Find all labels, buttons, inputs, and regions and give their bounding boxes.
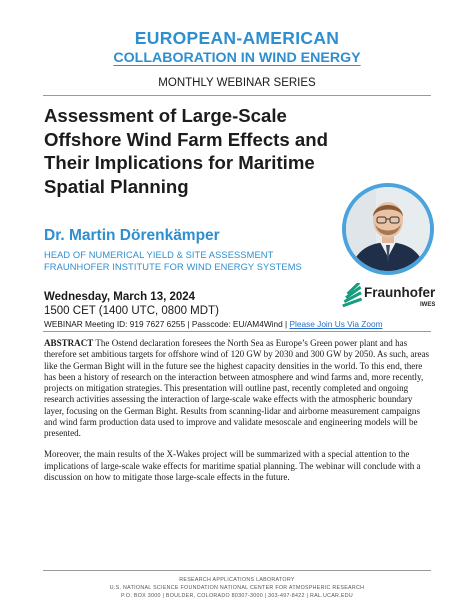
footer-lab: RESEARCH APPLICATIONS LABORATORY — [179, 577, 295, 583]
title-line: Offshore Wind Farm Effects and — [44, 128, 328, 150]
meeting-info — [44, 319, 383, 330]
footer-divider — [43, 570, 431, 571]
abstract-text: The Ostend declaration foresees the North Sea as Europe’s Green power plant and has therefore set ambitious targets for offshore wind of 120 GW by 2030 and 300 GW by 2050. As such, areas like the German Bight will in the future see the highest capacity densities in the world. To this end, there has been a history of research on the interaction between atmosphere and wind farms and, more recently, projects on mitigation strategies. This presentation will outline past, recently completed and ongoing research activities assessing the interaction of large-scale wake effects with the atmospheric boundary layer, focusing on the German Bight. Results from scanning-lidar and airborne measurement campaigns and wind farm production data used to improve and validate mesoscale and engineering models will be presented. — [44, 338, 430, 438]
monthly-series-label: MONTHLY WEBINAR SERIES — [158, 77, 316, 89]
zoom-link[interactable]: Please Join Us Via Zoom — [289, 319, 383, 329]
fraunhofer-mark-icon — [342, 283, 362, 307]
speaker-role: HEAD OF NUMERICAL YIELD & SITE ASSESSMENT — [44, 250, 274, 260]
title-line: Their Implications for Maritime — [44, 152, 315, 173]
abstract-paragraph — [44, 338, 432, 439]
fraunhofer-logo — [340, 283, 440, 313]
logo-name: Fraunhofer — [364, 285, 436, 300]
series-title-line2: COLLABORATION IN WIND ENERGY — [113, 50, 361, 66]
webinar-title — [44, 104, 424, 198]
footer-org: U.S. NATIONAL SCIENCE FOUNDATION NATIONAL CENTER FOR ATMOSPHERIC RESEARCH — [109, 585, 365, 591]
footer-contact: P.O. BOX 3000 | BOULDER, COLORADO 80307-3000 | 303-497-8422 | RAL.UCAR.EDU — [120, 593, 354, 599]
title-line: Spatial Planning — [44, 175, 189, 197]
meeting-id-passcode: WEBINAR Meeting ID: 919 7627 6255 | Passcode: EU/AM4Wind | — [44, 319, 290, 329]
event-date: Wednesday, March 13, 2024 — [44, 291, 196, 303]
abstract-label: ABSTRACT — [44, 338, 94, 348]
header-divider — [43, 95, 431, 96]
abstract-paragraph-2: Moreover, the main results of the X-Wakes project will be summarized with a special attention to the implications of large-scale wake effects for maritime spatial planning. The webinar will conclude with a discussion on how to mitigate those large-scale effects in the future. — [44, 449, 421, 482]
logo-sub: IWES — [420, 302, 436, 308]
title-line: Assessment of Large-Scale — [44, 105, 287, 126]
speaker-name: Dr. Martin Dörenkämper — [44, 227, 220, 244]
speaker-photo — [346, 187, 430, 271]
section-divider — [43, 331, 431, 332]
event-time: 1500 CET (1400 UTC, 0800 MDT) — [44, 305, 219, 317]
series-title-line1: EUROPEAN-AMERICAN — [134, 28, 340, 48]
abstract — [44, 338, 432, 483]
speaker-affiliation: FRAUNHOFER INSTITUTE FOR WIND ENERGY SYSTEMS — [44, 262, 302, 272]
